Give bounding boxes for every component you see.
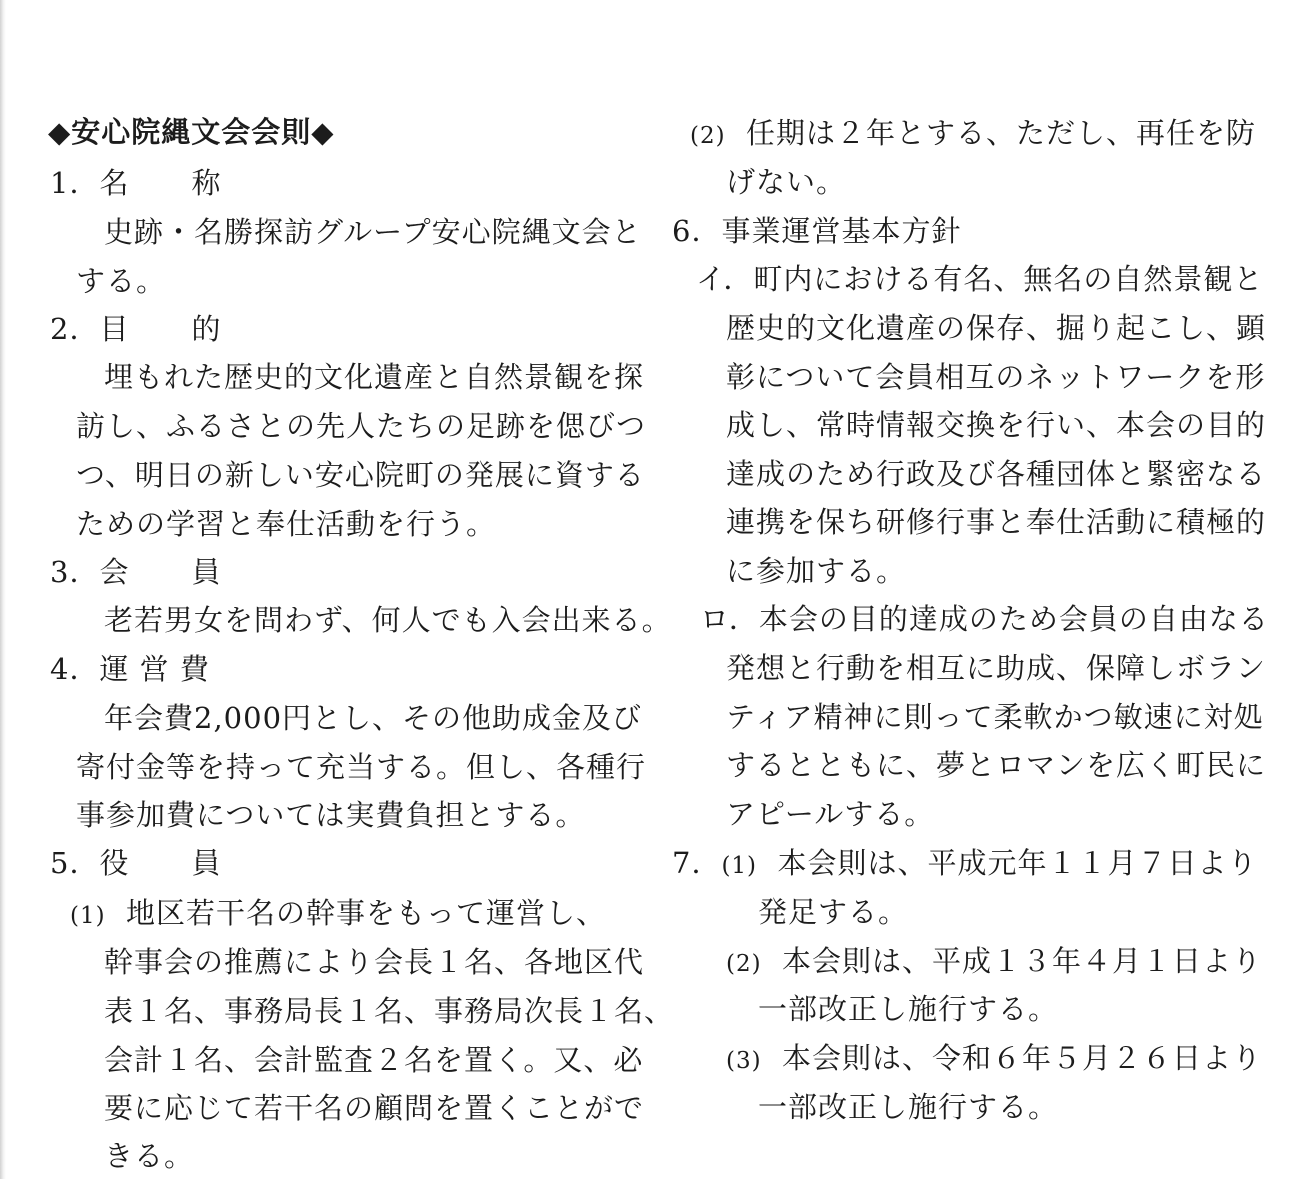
section-2-line: ための学習と奉仕活動を行う。 bbox=[76, 507, 497, 541]
section-1-heading: 1．名 称 bbox=[50, 166, 222, 200]
section-3-heading: 3．会 員 bbox=[50, 555, 222, 589]
section-5-item-2-first-line: (2) 任期は２年とする、ただし、再任を防 bbox=[690, 116, 1257, 150]
section-6-item-a-line: 達成のため行政及び各種団体と緊密なる bbox=[726, 457, 1267, 491]
section-5-heading: 5．役 員 bbox=[50, 846, 222, 880]
section-6-item-b-first-line: ロ．本会の目的達成のため会員の自由なる bbox=[700, 602, 1269, 636]
section-4-line: 事参加費については実費負担とする。 bbox=[76, 798, 586, 832]
section-6-item-a-first-line: イ．町内における有名、無名の自然景観と bbox=[696, 262, 1264, 296]
section-4-heading: 4．運 営 費 bbox=[50, 652, 210, 686]
section-6-item-a-line: 歴史的文化遺産の保存、掘り起こし、顕 bbox=[726, 311, 1267, 345]
section-6-item-a-line: 成し、常時情報交換を行い、本会の目的 bbox=[726, 408, 1267, 442]
section-1-line: する。 bbox=[76, 264, 167, 298]
section-7-item-3-first-line: (3) 本会則は、令和６年５月２６日より bbox=[726, 1041, 1263, 1075]
section-1-line: 史跡・名勝探訪グループ安心院縄文会と bbox=[104, 215, 642, 249]
section-2-line: 埋もれた歴史的文化遺産と自然景観を探 bbox=[104, 360, 645, 394]
section-7-item-1-first-line: 7．(1) 本会則は、平成元年１１月７日より bbox=[672, 846, 1258, 880]
section-5-item-1-first-line: (1) 地区若干名の幹事をもって運営し、 bbox=[70, 896, 607, 930]
section-3-line: 老若男女を問わず、何人でも入会出来る。 bbox=[104, 603, 672, 637]
section-6-item-b-line: ティア精神に則って柔軟かつ敏速に対処 bbox=[726, 700, 1264, 734]
section-7-item-1-line: 発足する。 bbox=[758, 895, 909, 929]
section-5-item-2-line: げない。 bbox=[726, 165, 847, 199]
section-7-item-2-line: 一部改正し施行する。 bbox=[758, 992, 1059, 1026]
section-5-item-1-line: 会計１名、会計監査２名を置く。又、必 bbox=[104, 1043, 644, 1077]
section-5-item-1-line: 要に応じて若干名の顧問を置くことがで bbox=[104, 1091, 645, 1125]
section-4-line: 年会費2,000円とし、その他助成金及び bbox=[104, 701, 643, 735]
section-2-line: 訪し、ふるさとの先人たちの足跡を偲びつ bbox=[76, 409, 647, 443]
section-6-item-a-line: 連携を保ち研修行事と奉仕活動に積極的 bbox=[726, 505, 1267, 539]
section-6-item-a-line: 彰について会員相互のネットワークを形 bbox=[726, 360, 1266, 394]
right-column bbox=[650, 0, 1310, 1179]
section-6-item-b-line: 発想と行動を相互に助成、保障しボラン bbox=[726, 651, 1267, 685]
section-5-item-1-line: 幹事会の推薦により会長１名、各地区代 bbox=[104, 945, 645, 979]
section-6-item-a-line: に参加する。 bbox=[726, 554, 907, 588]
section-6-item-b-line: アピールする。 bbox=[726, 797, 935, 831]
section-6-item-b-line: するとともに、夢とロマンを広く町民に bbox=[726, 748, 1267, 782]
section-7-item-2-first-line: (2) 本会則は、平成１３年４月１日より bbox=[726, 944, 1263, 978]
section-7-item-3-line: 一部改正し施行する。 bbox=[758, 1090, 1059, 1124]
section-6-heading: 6．事業運営基本方針 bbox=[672, 214, 962, 248]
section-2-line: つ、明日の新しい安心院町の発展に資する bbox=[76, 458, 645, 492]
section-5-item-1-line: 表１名、事務局長１名、事務局次長１名、 bbox=[104, 994, 675, 1028]
section-5-item-1-line: きる。 bbox=[104, 1139, 195, 1173]
section-2-heading: 2．目 的 bbox=[50, 312, 222, 346]
section-4-line: 寄付金等を持って充当する。但し、各種行 bbox=[76, 750, 647, 784]
document-title: ◆安心院縄文会会則◆ bbox=[48, 115, 335, 149]
